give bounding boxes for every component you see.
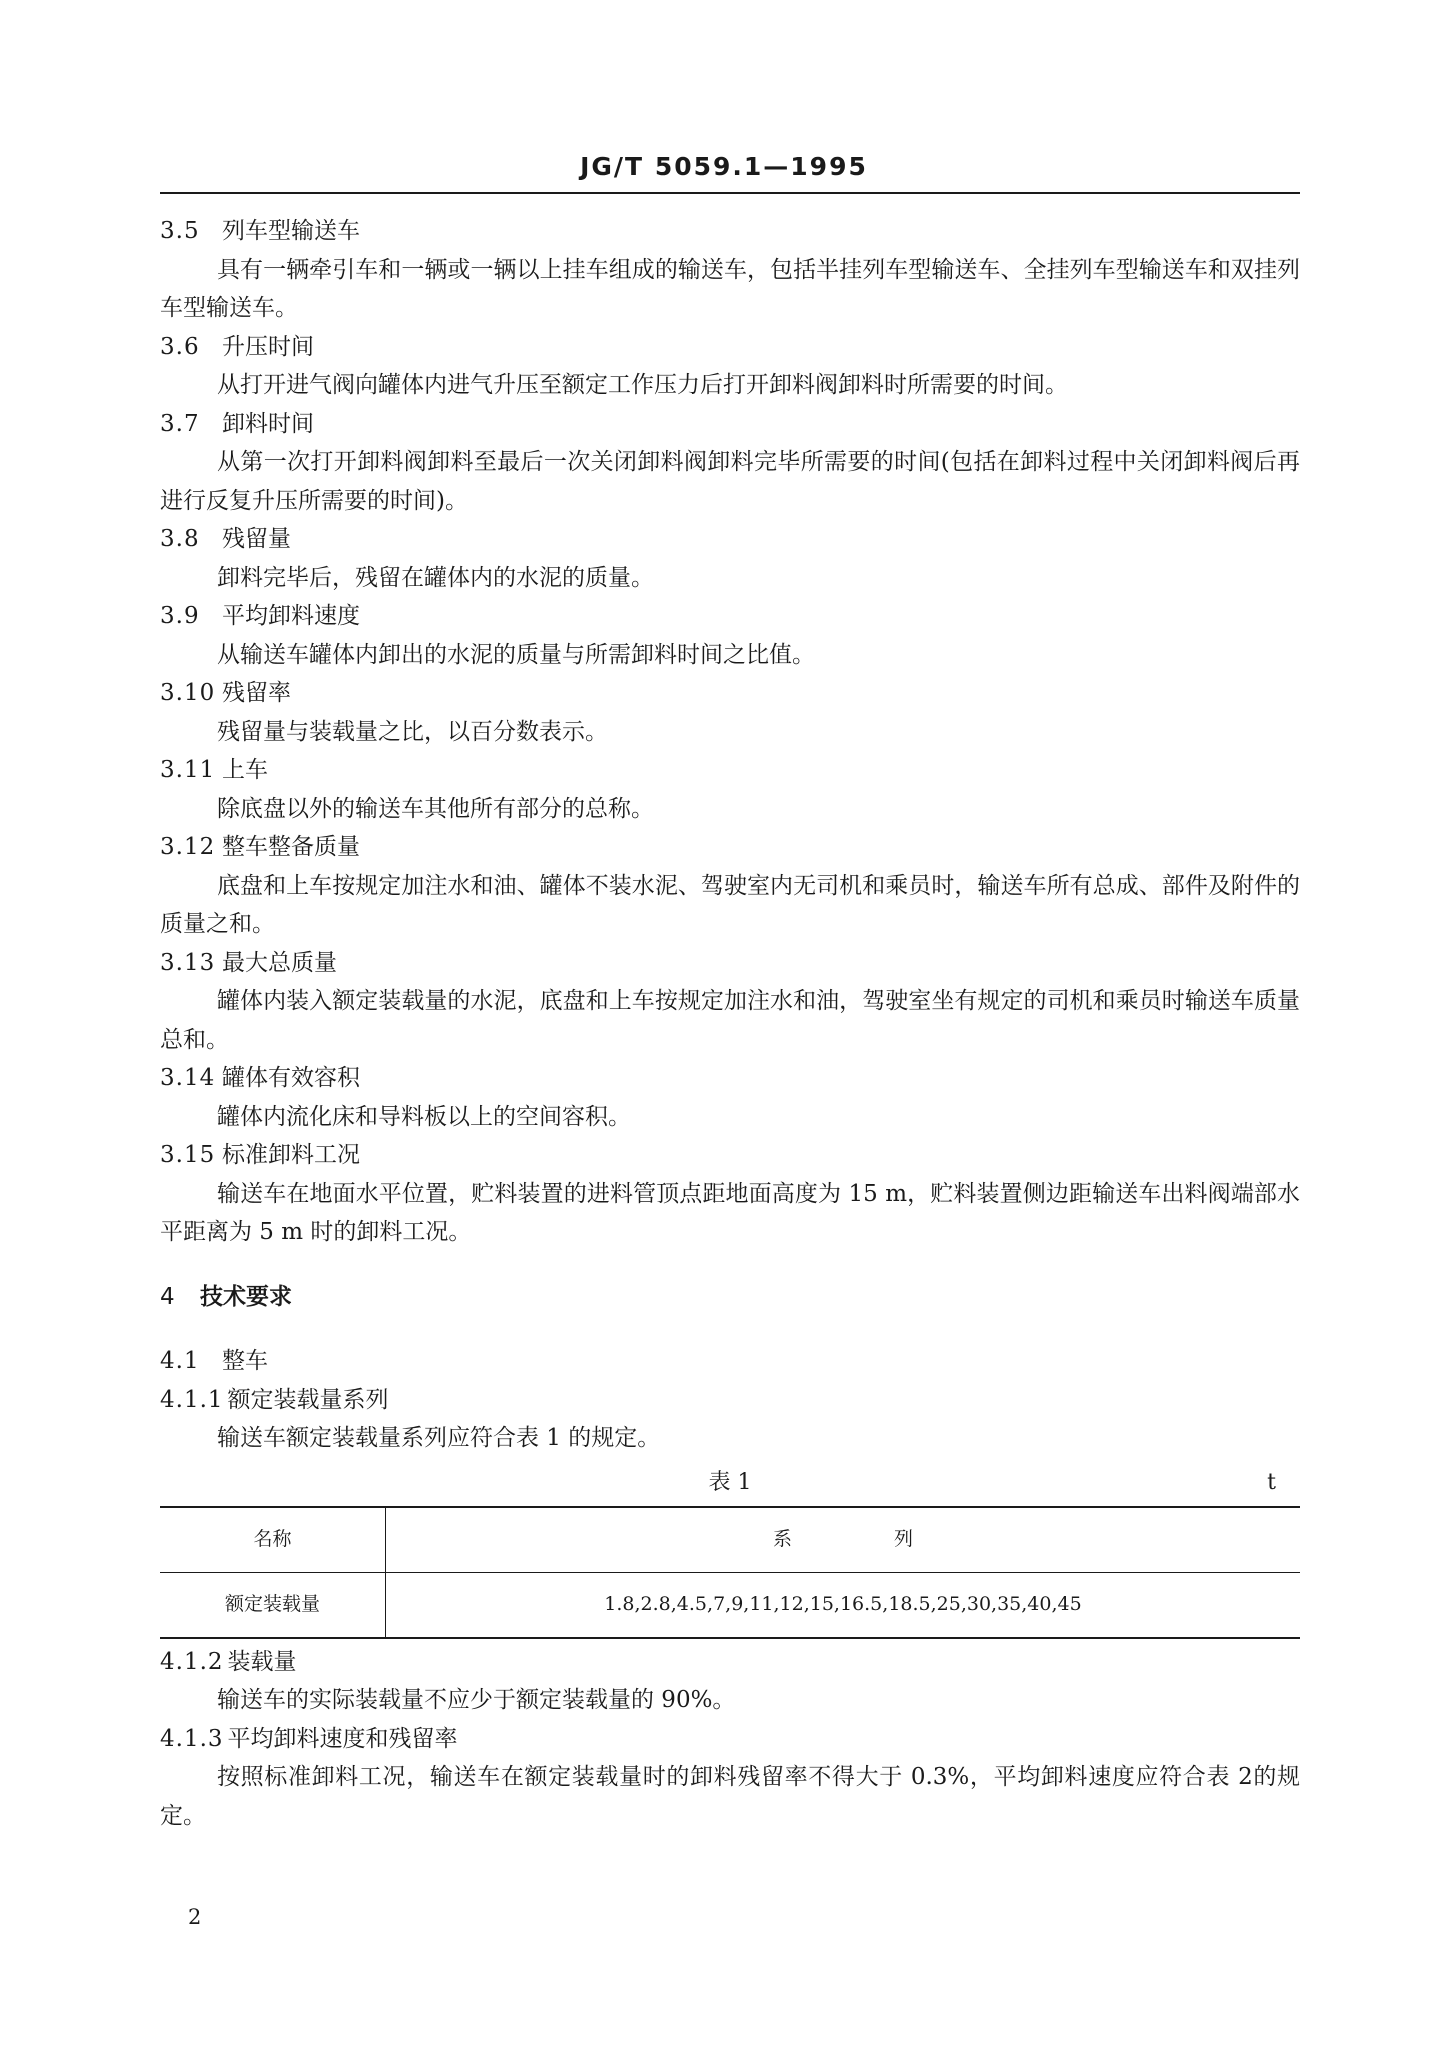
- table-header-row: [160, 1507, 1300, 1573]
- document-code-header: JG/T 5059.1—1995: [580, 152, 868, 181]
- section-3-8: [160, 520, 1300, 597]
- document-body: [160, 212, 1300, 1835]
- section-title: 整车: [222, 1348, 268, 1374]
- section-number: 3.10: [160, 680, 216, 706]
- chapter-4-heading: [160, 1278, 1300, 1317]
- table-1-caption-row: [160, 1460, 1300, 1500]
- section-number: 3.8: [160, 526, 200, 552]
- section-body: 从打开进气阀向罐体内进气升压至额定工作压力后打开卸料阀卸料时所需要的时间。: [217, 372, 1068, 398]
- section-3-13: [160, 944, 1300, 1060]
- section-number: 3.15: [160, 1142, 216, 1168]
- section-number: 3.6: [160, 333, 200, 360]
- section-body: 从第一次打开卸料阀卸料至最后一次关闭卸料阀卸料完毕所需要的时间(包括在卸料过程中关闭卸料阀后再进行反复升压所需要的时间)。: [160, 449, 1300, 514]
- table-header-text: 系 列: [772, 1528, 962, 1551]
- section-number: 3.13: [160, 949, 216, 976]
- section-number: 4.1.1: [160, 1386, 224, 1413]
- section-number: 3.14: [160, 1065, 216, 1091]
- section-body: 按照标准卸料工况，输送车在额定装载量时的卸料残留率不得大于 0.3%，平均卸料速度应符合表 2的规定。: [160, 1764, 1300, 1829]
- section-3-10: [160, 674, 1300, 751]
- section-body: 底盘和上车按规定加注水和油、罐体不装水泥、驾驶室内无司机和乘员时，输送车所有总成、部件及附件的质量之和。: [160, 872, 1300, 937]
- section-number: 4.1.3: [160, 1725, 224, 1752]
- section-number: 4.1.2: [160, 1648, 224, 1675]
- section-title: 最大总质量: [222, 949, 337, 976]
- section-title: 列车型输送车: [222, 218, 360, 244]
- section-number: 3.7: [160, 410, 200, 437]
- section-3-11: [160, 751, 1300, 828]
- section-body: 输送车的实际装载量不应少于额定装载量的 90%。: [217, 1687, 736, 1713]
- section-number: 3.5: [160, 218, 200, 244]
- table-header-cell: [386, 1507, 1301, 1573]
- section-3-9: [160, 597, 1300, 674]
- page-number: 2: [188, 1905, 202, 1929]
- section-title: 装载量: [227, 1648, 297, 1675]
- section-title: 上车: [222, 757, 268, 783]
- section-title: 残留量: [222, 526, 291, 552]
- section-body: 残留量与装载量之比，以百分数表示。: [217, 718, 608, 745]
- section-number: 3.9: [160, 603, 200, 629]
- table-row: [160, 1572, 1300, 1638]
- section-body: 从输送车罐体内卸出的水泥的质量与所需卸料时间之比值。: [217, 641, 815, 668]
- section-3-5: [160, 212, 1300, 328]
- section-4-1: [160, 1342, 1300, 1381]
- section-title: 卸料时间: [222, 410, 314, 437]
- section-body: 具有一辆牵引车和一辆或一辆以上挂车组成的输送车，包括半挂列车型输送车、全挂列车型输送车和双挂列车型输送车。: [160, 256, 1300, 321]
- section-3-14: [160, 1059, 1300, 1136]
- section-4-1-3: [160, 1720, 1300, 1836]
- table-unit: t: [1267, 1469, 1276, 1495]
- section-number: 3.11: [160, 757, 216, 783]
- table-cell: 1.8,2.8,4.5,7,9,11,12,15,16.5,18.5,25,30,35,40,45: [386, 1572, 1301, 1638]
- section-title: 升压时间: [222, 333, 314, 360]
- section-title: 整车整备质量: [222, 834, 360, 860]
- section-3-7: [160, 405, 1300, 521]
- table-caption: 表 1: [708, 1469, 752, 1495]
- section-title: 标准卸料工况: [222, 1142, 360, 1168]
- section-title: 平均卸料速度和残留率: [227, 1725, 458, 1752]
- section-number: 3.12: [160, 834, 216, 860]
- section-3-12: [160, 828, 1300, 944]
- chapter-number: 4: [160, 1283, 176, 1310]
- section-body: 除底盘以外的输送车其他所有部分的总称。: [217, 795, 654, 822]
- section-body: 输送车额定装载量系列应符合表 1 的规定。: [217, 1425, 661, 1451]
- section-3-6: [160, 328, 1300, 405]
- header-rule: [160, 192, 1300, 194]
- section-title: 额定装载量系列: [227, 1386, 389, 1413]
- section-body: 卸料完毕后，残留在罐体内的水泥的质量。: [217, 564, 654, 591]
- section-4-1-1: [160, 1381, 1300, 1458]
- chapter-title: 技术要求: [200, 1283, 292, 1310]
- table-cell: 额定装载量: [160, 1572, 386, 1638]
- table-header-cell: 名称: [160, 1507, 386, 1573]
- section-title: 残留率: [222, 680, 291, 706]
- section-4-1-2: [160, 1643, 1300, 1720]
- table-1: [160, 1506, 1300, 1639]
- section-body: 输送车在地面水平位置，贮料装置的进料管顶点距地面高度为 15 m，贮料装置侧边距输送车出料阀端部水平距离为 5 m 时的卸料工况。: [160, 1180, 1300, 1245]
- section-3-15: [160, 1136, 1300, 1252]
- section-body: 罐体内流化床和导料板以上的空间容积。: [217, 1103, 631, 1130]
- section-title: 罐体有效容积: [222, 1065, 360, 1091]
- section-body: 罐体内装入额定装载量的水泥，底盘和上车按规定加注水和油，驾驶室坐有规定的司机和乘员时输送车质量总和。: [160, 988, 1300, 1053]
- section-number: 4.1: [160, 1348, 200, 1374]
- section-title: 平均卸料速度: [222, 603, 360, 629]
